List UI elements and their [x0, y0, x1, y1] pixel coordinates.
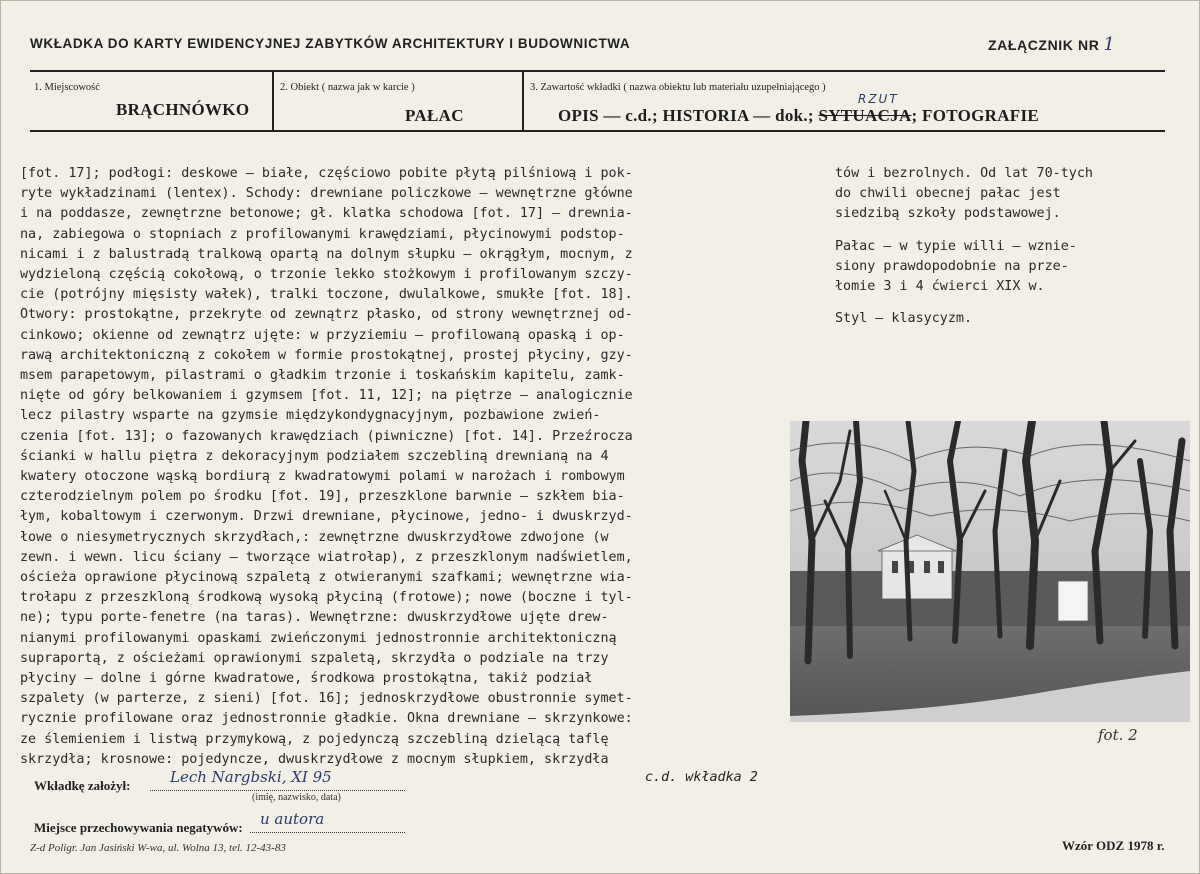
- description-line: łowe o niesymetrycznych skrzydłach,: zewnętrzne dwuskrzydłowe zdwojone (w: [20, 529, 609, 545]
- description-line: nianymi profilowanymi opaskami zwieńczonymi jednostronnie architektoniczną: [20, 630, 617, 646]
- description-line: rawą architektoniczną z cokołem w formie prostokątnej, prostej płyciny, gzy-: [20, 347, 633, 363]
- description-line: nicami i z balustradą tralkową opartą na dolnym słupku – okrągłym, mocnym, z: [20, 246, 633, 262]
- field-divider-1: [272, 70, 274, 132]
- style-paragraph: [835, 309, 1165, 329]
- description-line: skrzydła; krosnowe: pojedyncze, dwuskrzydłowe z mocnym słupkiem, skrzydła: [20, 751, 609, 767]
- field-2-value: PAŁAC: [405, 106, 464, 125]
- history-paragraph: [835, 164, 1165, 225]
- description-line: trołapu z przeszkloną środkową wysoką płyciną (frotowe); nowe (boczne i tyl-: [20, 590, 633, 606]
- description-line: czterodzielnym polem po środku [fot. 19], przeszklone barwnie – szkłem bia-: [20, 489, 625, 505]
- description-line: ze ślemieniem i listwą przymykową, z pojedynczą szczebliną dzielącą taflę: [20, 731, 609, 747]
- right-column-line: Styl – klasycyzm.: [835, 311, 973, 327]
- right-column-line: łomie 3 i 4 ćwierci XIX w.: [835, 279, 1045, 295]
- founder-sublabel: (imię, nazwisko, data): [252, 792, 341, 803]
- description-line: wydzieloną częścią cokołową, o trzonie lekko stożkowym i profilowanym szczy-: [20, 267, 633, 283]
- description-line: ryte wykładzinami (lentex). Schody: drewniane policzkowe – wewnętrzne główne: [20, 186, 633, 202]
- header-top-rule: [30, 70, 1165, 72]
- negatives-label: Miejsce przechowywania negatywów:: [34, 820, 243, 835]
- description-line: nięte od góry belkowaniem i gzymsem [fot. 11, 12]; na piętrze – analogicznie: [20, 388, 633, 404]
- right-column-line: siony prawdopodobnie na prze-: [835, 258, 1069, 274]
- description-line: ościeża oprawione płycinową szpaletą z otwieranymi szafkami; wewnętrzne wia-: [20, 570, 633, 586]
- header-bottom-rule: [30, 130, 1165, 132]
- field-3-handwritten-correction: RZUT: [858, 92, 899, 106]
- field-1-value: BRĄCHNÓWKO: [116, 100, 250, 119]
- founder-signature: Lech Nargbski, XI 95: [170, 768, 332, 786]
- field-1-caption: 1. Miejscowość: [34, 82, 100, 93]
- photo-caption: fot. 2: [1098, 726, 1138, 744]
- description-line: msem parapetowym, pilastrami o gładkim trzonie i toskańskim kapitelu, zamk-: [20, 368, 625, 384]
- attachment-label: ZAŁĄCZNIK NR: [988, 37, 1100, 53]
- card-title: WKŁADKA DO KARTY EWIDENCYJNEJ ZABYTKÓW ARCHITEKTURY I BUDOWNICTWA: [30, 36, 631, 51]
- attachment-number: [988, 34, 1115, 55]
- description-line: łym, kobaltowym i czerwonym. Drzwi drewniane, płycinowe, jedno- i dwuskrzyd-: [20, 509, 633, 525]
- description-line: cinkowo; okienne od zewnątrz ujęte: w przyziemiu – profilowaną opaską i op-: [20, 327, 625, 343]
- description-line: kwatery otoczone wąską bordiurą z kwadratowymi polami w narożach i rombowym: [20, 469, 625, 485]
- description-line: lecz pilastry wsparte na gzymsie międzykondygnacyjnym, pozbawione zwień-: [20, 408, 601, 424]
- description-text: [20, 164, 790, 770]
- description-line: na, zabiegowa o stopniach z profilowanymi krawędziami, płycinowymi podstop-: [20, 226, 625, 242]
- description-line: płyciny – dolne i górne kwadratowe, środkowa prostokątna, takiż podział: [20, 671, 593, 687]
- description-line: i na poddasze, zewnętrzne betonowe; gł. klatka schodowa [fot. 17] – drewnia-: [20, 206, 633, 222]
- description-line: supraportą, z ościeżami oprawionymi szpaletą, skrzydła o podziale na trzy: [20, 650, 609, 666]
- right-column-line: siedzibą szkoły podstawowej.: [835, 206, 1061, 222]
- description-line: szpalety (w parterze, z sieni) [fot. 16]; jednoskrzydłowe obustronnie symet-: [20, 691, 633, 707]
- description-line: [fot. 17]; podłogi: deskowe – białe, częściowo pobite płytą pilśniową i pok-: [20, 166, 633, 181]
- right-column-line: tów i bezrolnych. Od lat 70-tych: [835, 166, 1093, 181]
- description-line: zewn. i wewn. licu ściany – tworzące wiatrołap), z przeszklonym nadświetlem,: [20, 549, 633, 565]
- description-line: ścianki w hallu piętra z dekoracyjnym podziałem szczebliną drewnianą na 4: [20, 448, 609, 464]
- field-2-caption: 2. Obiekt ( nazwa jak w karcie ): [280, 82, 415, 93]
- description-line: czenia [fot. 13]; o fazowanych krawędziach (piwniczne) [fot. 14]. Przeźrocza: [20, 428, 633, 444]
- right-column-line: Pałac – w typie willi – wznie-: [835, 238, 1077, 254]
- field-divider-2: [522, 70, 524, 132]
- description-line: Otwory: prostokątne, przekryte od zewnątrz płasko, od strony wewnętrznej od-: [20, 307, 633, 323]
- founder-dotted-line: [150, 790, 405, 791]
- field-3-caption: 3. Zawartość wkładki ( nazwa obiektu lub materiału uzupełniającego ): [530, 82, 826, 93]
- printer-imprint: Z-d Poligr. Jan Jasiński W-wa, ul. Wolna 13, tel. 12-43-83: [30, 842, 286, 854]
- founder-label: Wkładkę założył:: [34, 778, 131, 793]
- form-model: Wzór ODZ 1978 r.: [1062, 838, 1165, 853]
- negatives-location: u autora: [260, 810, 325, 828]
- palace-photo: [790, 421, 1190, 722]
- struck-word: SYTUACJA: [818, 106, 912, 125]
- negatives-dotted-line: [250, 832, 405, 833]
- description-line: ne); typu porte-fenetre (na taras). Wewnętrzne: dwuskrzydłowe ujęte drew-: [20, 610, 609, 626]
- description-line: rycznie profilowane oraz jednostronnie gładkie. Okna drewniane – skrzynkowe:: [20, 711, 633, 727]
- field-3-value: OPIS — c.d.; HISTORIA — dok.; SYTUACJA; FOTOGRAFIE: [558, 106, 1040, 125]
- attachment-number-value: 1: [1103, 34, 1116, 55]
- continued-note: c.d. wkładka 2: [645, 770, 758, 785]
- right-column-line: do chwili obecnej pałac jest: [835, 186, 1061, 202]
- description-line: cie (potrójny mięsisty wałek), tralki toczone, dwulalkowe, smukłe [fot. 18].: [20, 287, 633, 303]
- right-column-text: [835, 164, 1165, 329]
- dating-paragraph: [835, 237, 1165, 298]
